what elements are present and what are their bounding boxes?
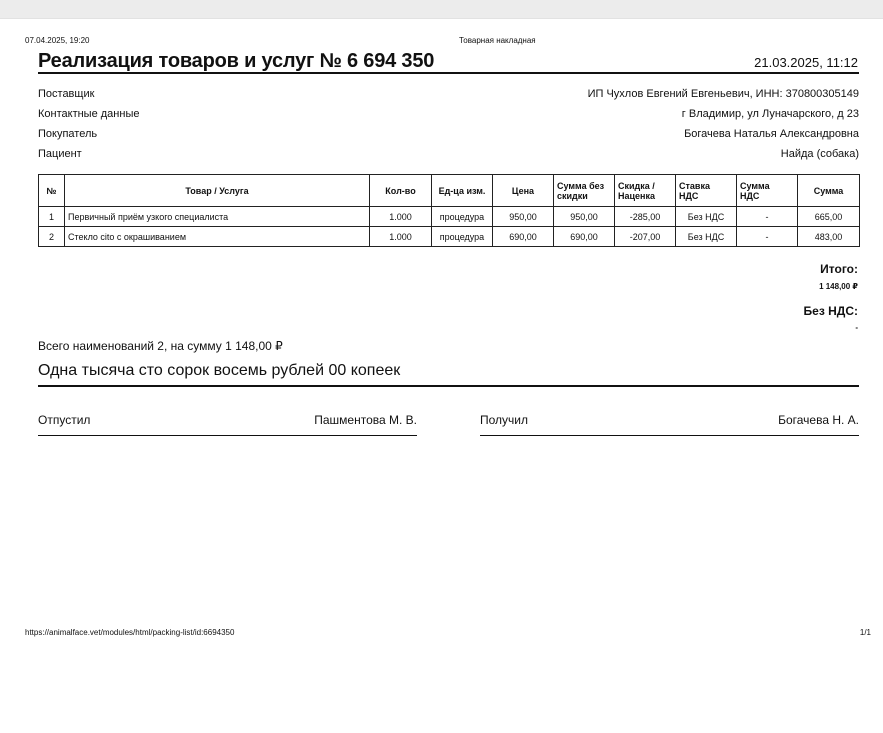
header-vat-rate-line1: Ставка: [679, 180, 710, 191]
header-discount-line1: Скидка /: [618, 180, 655, 191]
amount-in-words: Одна тысяча сто сорок восемь рублей 00 копеек: [38, 362, 401, 379]
supplier-label: Поставщик: [38, 88, 95, 100]
vat-label: Без НДС:: [803, 304, 858, 318]
title-divider: [38, 72, 859, 74]
released-name: Пашментова М. В.: [314, 413, 417, 427]
viewer-top-bar: [0, 0, 883, 19]
cell-discount: -207,00: [615, 227, 676, 247]
received-name: Богачева Н. А.: [778, 413, 859, 427]
cell-vat-rate: Без НДС: [676, 207, 737, 227]
footer-page-number: 1/1: [859, 628, 871, 637]
supplier-value: ИП Чухлов Евгений Евгеньевич, ИНН: 370800305149: [587, 88, 859, 100]
info-row-contacts: [38, 108, 859, 124]
total-value: 1 148,00 ₽: [819, 282, 858, 291]
header-qty: Кол-во: [370, 175, 432, 207]
header-item: Товар / Услуга: [65, 175, 370, 207]
cell-qty: 1.000: [370, 227, 432, 247]
released-label: Отпустил: [38, 413, 91, 427]
header-discount-line2: Наценка: [618, 190, 655, 201]
cell-unit: процедура: [432, 227, 493, 247]
info-row-supplier: [38, 88, 859, 104]
document-title: Реализация товаров и услуг № 6 694 350: [38, 50, 435, 72]
table-row: [39, 207, 860, 227]
total-label: Итого:: [820, 262, 858, 276]
header-vat-sum-line1: Сумма: [740, 180, 770, 191]
header-vat-rate-line2: НДС: [679, 190, 699, 201]
buyer-value: Богачева Наталья Александровна: [684, 128, 859, 140]
cell-qty: 1.000: [370, 207, 432, 227]
info-row-buyer: [38, 128, 859, 144]
table-header-row: [39, 175, 860, 207]
document-date: 21.03.2025, 11:12: [754, 55, 858, 70]
patient-label: Пациент: [38, 148, 82, 160]
header-sum-no-discount-line2: скидки: [557, 190, 588, 201]
cell-vat-sum: -: [737, 227, 798, 247]
cell-price: 690,00: [493, 227, 554, 247]
print-datetime: 07.04.2025, 19:20: [25, 36, 90, 45]
cell-sum-no-discount: 950,00: [554, 207, 615, 227]
buyer-label: Покупатель: [38, 128, 98, 140]
cell-total: 483,00: [798, 227, 860, 247]
cell-sum-no-discount: 690,00: [554, 227, 615, 247]
cell-total: 665,00: [798, 207, 860, 227]
header-unit: Ед-ца изм.: [432, 175, 493, 207]
header-vat-sum-line2: НДС: [740, 190, 760, 201]
items-table: [38, 174, 860, 247]
contacts-label: Контактные данные: [38, 108, 140, 120]
signature-received: [480, 413, 859, 436]
signature-released: [38, 413, 417, 436]
cell-discount: -285,00: [615, 207, 676, 227]
header-sum-no-discount: [554, 175, 615, 207]
cell-unit: процедура: [432, 207, 493, 227]
print-header-title: Товарная накладная: [459, 36, 536, 45]
received-label: Получил: [480, 413, 528, 427]
header-vat-sum: [737, 175, 798, 207]
cell-price: 950,00: [493, 207, 554, 227]
summary-line: Всего наименований 2, на сумму 1 148,00 ₽: [38, 339, 283, 353]
summary-divider: [38, 385, 859, 387]
header-sum-no-discount-line1: Сумма без: [557, 180, 605, 191]
cell-item: Стекло cito с окрашиванием: [65, 227, 370, 247]
cell-num: 1: [39, 207, 65, 227]
cell-item: Первичный приём узкого специалиста: [65, 207, 370, 227]
footer-url: https://animalface.vet/modules/html/packing-list/id:6694350: [25, 628, 235, 637]
header-discount: [615, 175, 676, 207]
info-row-patient: [38, 148, 859, 164]
cell-vat-sum: -: [737, 207, 798, 227]
header-price: Цена: [493, 175, 554, 207]
cell-num: 2: [39, 227, 65, 247]
header-total: Сумма: [798, 175, 860, 207]
patient-value: Найда (собака): [780, 148, 859, 160]
contacts-value: г Владимир, ул Луначарского, д 23: [681, 108, 859, 120]
table-row: [39, 227, 860, 247]
header-num: №: [39, 175, 65, 207]
vat-value: -: [855, 323, 858, 332]
header-vat-rate: [676, 175, 737, 207]
cell-vat-rate: Без НДС: [676, 227, 737, 247]
